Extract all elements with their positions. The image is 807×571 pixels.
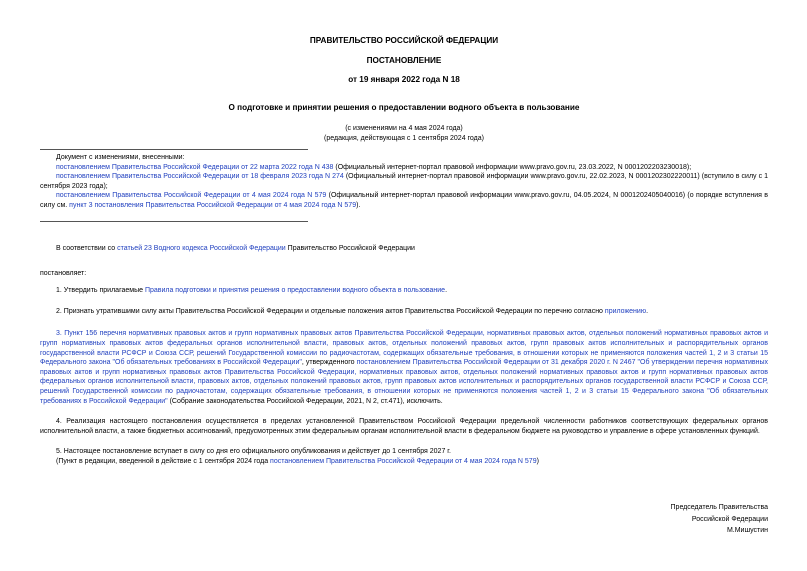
point-156-link[interactable]: 3. Пункт 156 перечня нормативных правовых актов и групп нормативных правовых актов Правительства Российской Федерации, нормативных правовых актов, отдельных положений нормативных правовых актов и групп нормативных правовых актов федеральных органов исполнительной власти, правовых актов, отдельных положений правовых актов, групп правовых актов исполнительных и распорядительных органов государственной власти РСФСР и Союза ССР, решений Государственной комиссии по радиочастотам, содержащих обязательные требования, в отношении которых не применяются положения частей 1, 2 и 3 статьи 15 Федерального закона "Об обязательных требованиях в Российской Федерации" [40, 330, 768, 367]
amendment-link[interactable]: постановлением Правительства Российской Федерации от 18 февраля 2023 года N 274 [56, 173, 344, 181]
document-header [40, 36, 768, 144]
amendment-item: постановлением Правительства Российской Федерации от 22 марта 2022 года N 438 (Официальный интернет-портал правовой информации www.pravo.gov.ru, 23.03.2022, N 0001202203230018); [56, 163, 692, 171]
amendment-item: постановлением Правительства Российской Федерации от 4 мая 2024 года N 579 (Официальный интернет-портал правовой информации www.pravo.gov.ru, 04.05.2024, N 0001202405040016) (о порядке вступления в силу см. пункт 3 постановления Правительства Российской Федерации от 4 мая 2024 года N 579). [40, 192, 768, 209]
decree-579-link[interactable]: постановлением Правительства Российской Федерации от 4 мая 2024 года N 579 [270, 457, 537, 465]
signature-country: Российской Федерации [691, 515, 768, 523]
decree-2467-link[interactable]: постановлением Правительства Российской Федерации от 31 декабря 2020 г. N 2467 "Об утверждении перечня нормативных правовых актов и групп нормативных правовых актов Правительства Российской Федерации, нормативных правовых актов, отдельных положений нормативных правовых актов и групп нормативных правовых актов федеральных органов исполнительной власти, правовых актов, отдельных положений правовых актов, групп правовых актов исполнительных и распорядительных органов государственной власти РСФСР и Союза ССР, решений Государственной комиссии по радиочастотам, содержащих обязательные требования, в отношении которых не применяются положения частей 1, 2 и 3 статьи 15 Федерального закона "Об обязательных требованиях в Российской Федерации" [40, 359, 768, 405]
signature-name: М.Мишустин [726, 527, 768, 535]
point-3: 3. Пункт 156 перечня нормативных правовых актов и групп нормативных правовых актов Правительства Российской Федерации, нормативных правовых актов, отдельных положений нормативных правовых актов и групп нормативных правовых актов федеральных органов исполнительной власти, правовых актов, отдельных положений правовых актов, групп правовых актов исполнительных и распорядительных органов государственной власти РСФСР и Союза ССР, решений Государственной комиссии по радиочастотам, содержащих обязательные требования, в отношении которых не применяются положения частей 1, 2 и 3 статьи 15 Федерального закона "Об обязательных требованиях в Российской Федерации", утвержденного постановлением Правительства Российской Федерации от 31 декабря 2020 г. N 2467 "Об утверждении перечня нормативных правовых актов и групп нормативных правовых актов Правительства Российской Федерации, нормативных правовых актов, отдельных положений нормативных правовых актов и групп нормативных правовых актов федеральных органов исполнительной власти, правовых актов, отдельных положений правовых актов, групп правовых актов исполнительных и распорядительных органов государственной власти РСФСР и Союза ССР, решений Государственной комиссии по радиочастотам, содержащих обязательные требования, в отношении которых не применяются положения частей 1, 2 и 3 статьи 15 Федерального закона "Об обязательных требованиях в Российской Федерации" (Собрание законодательства Российской Федерации, 2021, N 2, ст.471), исключить. [40, 330, 768, 405]
amendments-intro: Документ с изменениями, внесенными: [56, 154, 185, 161]
edition-note: (редакция, действующая с 1 сентября 2024 года) [324, 134, 484, 142]
changes-note: (с изменениями на 4 мая 2024 года) [345, 125, 463, 133]
amendments-bottom-rule [40, 221, 308, 222]
authority-heading: ПРАВИТЕЛЬСТВО РОССИЙСКОЙ ФЕДЕРАЦИИ [309, 36, 499, 45]
amendments-top-rule [40, 149, 308, 150]
decree-word: постановляет: [40, 269, 87, 277]
point-4: 4. Реализация настоящего постановления осуществляется в пределах установленной Правительством Российской Федерации предельной численности работников соответствующих федеральных органов исполнительной власти, а также бюджетных ассигнований, предусмотренных этим федеральным органам исполнительной власти в федеральном бюджете на руководство и управление в сфере установленных функций. [40, 418, 768, 435]
signature-position: Председатель Правительства [670, 504, 768, 511]
amendments-block [40, 153, 768, 211]
date-number-heading: от 19 января 2022 года N 18 [348, 75, 460, 85]
water-code-link[interactable]: статьей 23 Водного кодекса Российской Федерации [117, 245, 286, 252]
point-5-note: (Пункт в редакции, введенной в действие с 1 сентября 2024 года постановлением Правительства Российской Федерации от 4 мая 2024 года N 579) [56, 457, 539, 465]
rules-link[interactable]: Правила подготовки и принятия решения о предоставлении водного объекта в пользование [144, 287, 446, 295]
doc-type-heading: ПОСТАНОВЛЕНИЕ [366, 55, 442, 65]
preamble: В соответствии со статьей 23 Водного кодекса Российской Федерации Правительство Российской Федерации [56, 245, 415, 252]
amendment-link[interactable]: постановлением Правительства Российской Федерации от 22 марта 2022 года N 438 [56, 163, 334, 171]
document-title: О подготовке и принятии решения о предоставлении водного объекта в пользование [228, 102, 580, 112]
point-2: 2. Признать утратившими силу акты Правительства Российской Федерации и отдельные положения актов Правительства Российской Федерации по перечню согласно приложению. [56, 307, 649, 315]
point-5: 5. Настоящее постановление вступает в силу со дня его официального опубликования и действует до 1 сентября 2027 г. [56, 448, 451, 456]
appendix-link[interactable]: приложению [604, 307, 647, 315]
point-1: 1. Утвердить прилагаемые Правила подготовки и принятия решения о предоставлении водного объекта в пользование. [56, 287, 448, 295]
amendment-effective-link[interactable]: пункт 3 постановления Правительства Российской Федерации от 4 мая 2024 года N 579 [69, 201, 357, 209]
signature-block [671, 503, 768, 536]
document-body [40, 244, 768, 467]
amendment-item: постановлением Правительства Российской Федерации от 18 февраля 2023 года N 274 (Официальный интернет-портал правовой информации www.pravo.gov.ru, 22.02.2023, N 0001202302220011) (вступило в силу с 1 сентября 2023 года); [40, 173, 768, 190]
amendment-link[interactable]: постановлением Правительства Российской Федерации от 4 мая 2024 года N 579 [56, 192, 327, 200]
